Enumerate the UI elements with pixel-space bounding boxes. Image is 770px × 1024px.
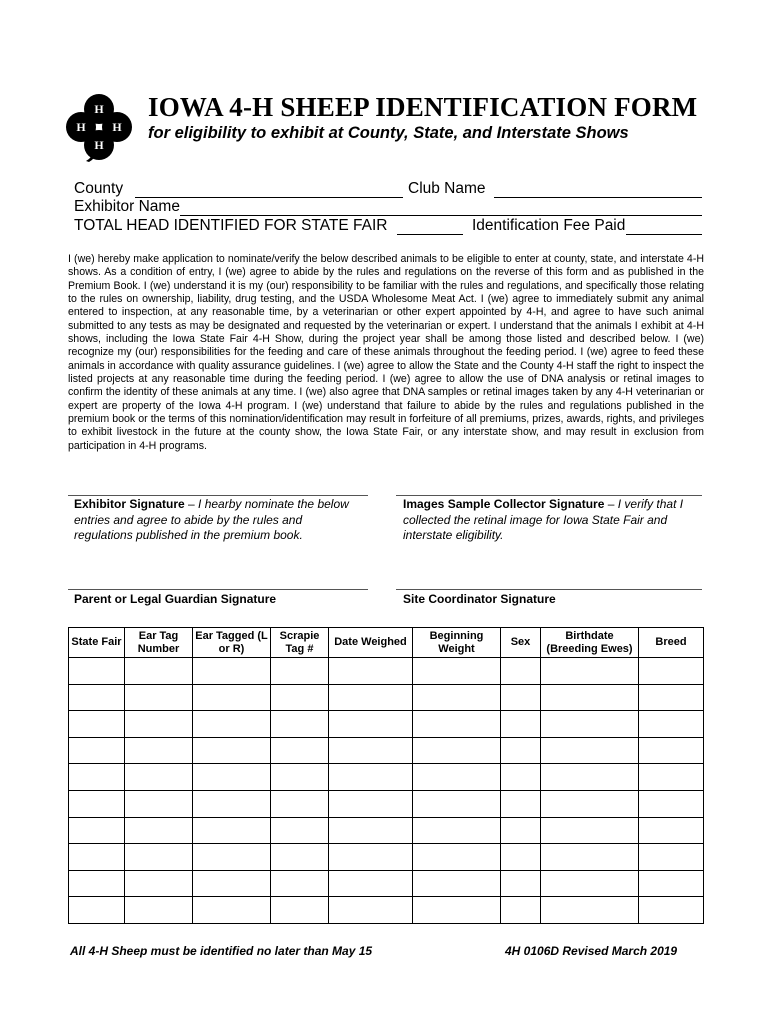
table-cell[interactable] [639, 658, 704, 685]
table-row [69, 711, 704, 738]
table-cell[interactable] [413, 790, 501, 817]
table-row [69, 790, 704, 817]
table-cell[interactable] [413, 737, 501, 764]
footer-form-revision: 4H 0106D Revised March 2019 [505, 944, 678, 958]
table-cell[interactable] [329, 737, 413, 764]
col-birthdate: Birthdate (Breeding Ewes) [541, 628, 639, 658]
table-cell[interactable] [271, 897, 329, 924]
table-cell[interactable] [69, 737, 125, 764]
fee-paid-label: Identification Fee Paid [472, 217, 626, 234]
coordinator-signature-title [403, 592, 556, 608]
collector-signature-caption: Images Sample Collector Signature – I verify that I collected the retinal image for Iowa State Fair and interstate eligibility. [403, 497, 684, 542]
table-cell[interactable] [639, 764, 704, 791]
table-cell[interactable] [639, 684, 704, 711]
table-row [69, 870, 704, 897]
col-ear-tag-number: Ear Tag Number [125, 628, 193, 658]
table-cell[interactable] [69, 711, 125, 738]
exhibitor-name-label: Exhibitor Name [74, 198, 180, 215]
table-cell[interactable] [125, 897, 193, 924]
table-cell[interactable] [193, 684, 271, 711]
table-cell[interactable] [541, 764, 639, 791]
col-ear-tagged: Ear Tagged (L or R) [193, 628, 271, 658]
table-cell[interactable] [271, 817, 329, 844]
collector-signature-title: Images Sample Collector Signature [403, 497, 605, 511]
col-breed: Breed [639, 628, 704, 658]
table-cell[interactable] [541, 790, 639, 817]
svg-text:H: H [112, 120, 122, 134]
exhibitor-signature-note: I hearby nominate the below entries and agree to abide by the rules and regulations published in the premium book. [74, 497, 349, 542]
table-header-row [69, 628, 704, 658]
table-row [69, 817, 704, 844]
form-title: IOWA 4-H SHEEP IDENTIFICATION FORM [148, 92, 698, 122]
4h-clover-logo [64, 92, 134, 162]
table-cell[interactable] [193, 737, 271, 764]
county-label: County [74, 180, 124, 197]
table-cell[interactable] [125, 844, 193, 871]
agreement-text: I (we) hereby make application to nominate/verify the below described animals to be eligible to enter at county, state, and interstate 4-H shows. As a condition of entry, I (we) agree to abide by the rules and regulations on the reverse of this form and as published in the Premium Book. I (we) understand it is my (our) responsibility to be familiar with the rules and regulations, and specifically those relating to the rules on ownership, liability, drug testing, and the USDA Wholesome Meat Act. I (we) agree to immediately submit any animal entered to inspection, at any reasonable time, by a veterinarian or other expert appointed by 4-H, and agree to have such animal submitted to any tests as may be designated and requested by the veterinarian or expert. I understand that the animals I exhibit at 4-H shows, including the Iowa State Fair 4-H Show, during the project year shall be among those listed and described below. I (we) recognize my (our) responsibilities for the feeding and care of these animals throughout the feeding period. I (we) agree to feed these animals in accordance with quality assurance guidelines. I (we) agree to allow the State and the County 4-H staff the right to inspect the listed projects at any reasonable time during the feeding period. I (we) agree to allow the use of DNA analysis or retinal images to confirm the identity of these animals at any time. I (we) also agree that DNA samples or retinal images taken by any 4-H veterinarian or expert are property of the Iowa 4-H program. I (we) understand that failure to abide by the rules and regulations published in the premium book or the terms of this nomination/identification may result in forfeiture of all premiums, prizes, awards, rights, and privileges to exhibit livestock in the future at the county show, the Iowa State Fair, or any interstate show, and may result in exclusion from participation in 4-H programs. [68, 253, 704, 452]
col-scrapie-tag: Scrapie Tag # [271, 628, 329, 658]
table-cell[interactable] [125, 711, 193, 738]
table-cell[interactable] [501, 658, 541, 685]
table-cell[interactable] [413, 870, 501, 897]
exhibitor-signature-title: Exhibitor Signature [74, 497, 185, 511]
table-cell[interactable] [193, 658, 271, 685]
collector-signature-note: I verify that I collected the retinal image for Iowa State Fair and interstate eligibility. [403, 497, 684, 542]
table-cell[interactable] [125, 737, 193, 764]
table-cell[interactable] [413, 897, 501, 924]
table-cell[interactable] [329, 790, 413, 817]
table-cell[interactable] [193, 844, 271, 871]
table-cell[interactable] [541, 711, 639, 738]
table-cell[interactable] [69, 870, 125, 897]
table-cell[interactable] [193, 897, 271, 924]
table-row [69, 844, 704, 871]
form-subtitle: for eligibility to exhibit at County, State, and Interstate Shows [148, 124, 629, 142]
table-cell[interactable] [271, 764, 329, 791]
exhibitor-signature-line[interactable] [68, 495, 368, 496]
table-cell[interactable] [639, 870, 704, 897]
col-beginning-weight: Beginning Weight [413, 628, 501, 658]
table-cell[interactable] [69, 764, 125, 791]
col-sex: Sex [501, 628, 541, 658]
table-cell[interactable] [125, 790, 193, 817]
table-cell[interactable] [413, 817, 501, 844]
fee-paid-input-line[interactable] [626, 234, 702, 235]
svg-text:H: H [94, 102, 104, 116]
table-cell[interactable] [69, 897, 125, 924]
collector-signature-line[interactable] [396, 495, 702, 496]
table-cell[interactable] [541, 870, 639, 897]
table-cell[interactable] [329, 817, 413, 844]
table-cell[interactable] [69, 790, 125, 817]
table-cell[interactable] [329, 658, 413, 685]
table-cell[interactable] [193, 870, 271, 897]
table-cell[interactable] [69, 684, 125, 711]
table-cell[interactable] [413, 764, 501, 791]
coordinator-signature-line[interactable] [396, 589, 702, 590]
table-row [69, 658, 704, 685]
table-cell[interactable] [501, 684, 541, 711]
table-cell[interactable] [541, 737, 639, 764]
club-name-label: Club Name [408, 180, 486, 197]
guardian-signature-line[interactable] [68, 589, 368, 590]
table-cell[interactable] [501, 897, 541, 924]
table-cell[interactable] [69, 844, 125, 871]
table-cell[interactable] [193, 764, 271, 791]
table-cell[interactable] [639, 817, 704, 844]
table-cell[interactable] [501, 764, 541, 791]
table-cell[interactable] [541, 658, 639, 685]
footer-deadline-note: All 4-H Sheep must be identified no later than May 15 [70, 944, 373, 958]
guardian-signature-title [74, 592, 276, 608]
table-cell[interactable] [501, 737, 541, 764]
table-cell[interactable] [501, 817, 541, 844]
table-cell[interactable] [193, 817, 271, 844]
table-cell[interactable] [69, 817, 125, 844]
table-cell[interactable] [501, 790, 541, 817]
table-cell[interactable] [541, 844, 639, 871]
guardian-signature-label: Parent or Legal Guardian Signature [74, 592, 277, 606]
table-cell[interactable] [413, 844, 501, 871]
table-cell[interactable] [271, 790, 329, 817]
table-cell[interactable] [69, 658, 125, 685]
table-cell[interactable] [501, 711, 541, 738]
total-head-label: TOTAL HEAD IDENTIFIED FOR STATE FAIR [74, 217, 388, 234]
table-cell[interactable] [329, 897, 413, 924]
table-cell[interactable] [413, 711, 501, 738]
table-cell[interactable] [329, 764, 413, 791]
table-cell[interactable] [125, 684, 193, 711]
table-cell[interactable] [193, 790, 271, 817]
table-cell[interactable] [541, 897, 639, 924]
table-cell[interactable] [639, 711, 704, 738]
table-cell[interactable] [329, 684, 413, 711]
svg-text:H: H [94, 138, 104, 152]
col-date-weighed: Date Weighed [329, 628, 413, 658]
exhibitor-signature-caption: Exhibitor Signature – I hearby nominate the below entries and agree to abide by the rules and regulations published in the premium book. [74, 497, 349, 542]
table-cell[interactable] [639, 790, 704, 817]
table-cell[interactable] [501, 870, 541, 897]
table-cell[interactable] [413, 658, 501, 685]
table-cell[interactable] [271, 684, 329, 711]
table-cell[interactable] [271, 737, 329, 764]
table-cell[interactable] [541, 817, 639, 844]
coordinator-signature-label: Site Coordinator Signature [403, 592, 556, 606]
table-cell[interactable] [413, 684, 501, 711]
table-cell[interactable] [271, 658, 329, 685]
club-name-input-line[interactable] [494, 197, 702, 198]
table-cell[interactable] [125, 817, 193, 844]
table-row [69, 737, 704, 764]
table-row [69, 897, 704, 924]
table-cell[interactable] [125, 870, 193, 897]
table-cell[interactable] [125, 764, 193, 791]
table-cell[interactable] [271, 844, 329, 871]
table-cell[interactable] [541, 684, 639, 711]
table-cell[interactable] [271, 711, 329, 738]
total-head-input-line[interactable] [397, 234, 463, 235]
svg-text:H: H [76, 120, 86, 134]
table-cell[interactable] [125, 658, 193, 685]
table-row [69, 684, 704, 711]
exhibitor-name-input-line[interactable] [180, 215, 702, 216]
table-cell[interactable] [271, 870, 329, 897]
table-cell[interactable] [329, 844, 413, 871]
table-cell[interactable] [193, 711, 271, 738]
table-cell[interactable] [329, 711, 413, 738]
table-cell[interactable] [639, 897, 704, 924]
col-state-fair: State Fair [69, 628, 125, 658]
animal-identification-table [68, 627, 704, 924]
table-cell[interactable] [639, 737, 704, 764]
table-cell[interactable] [639, 844, 704, 871]
table-cell[interactable] [329, 870, 413, 897]
table-cell[interactable] [501, 844, 541, 871]
table-row [69, 764, 704, 791]
